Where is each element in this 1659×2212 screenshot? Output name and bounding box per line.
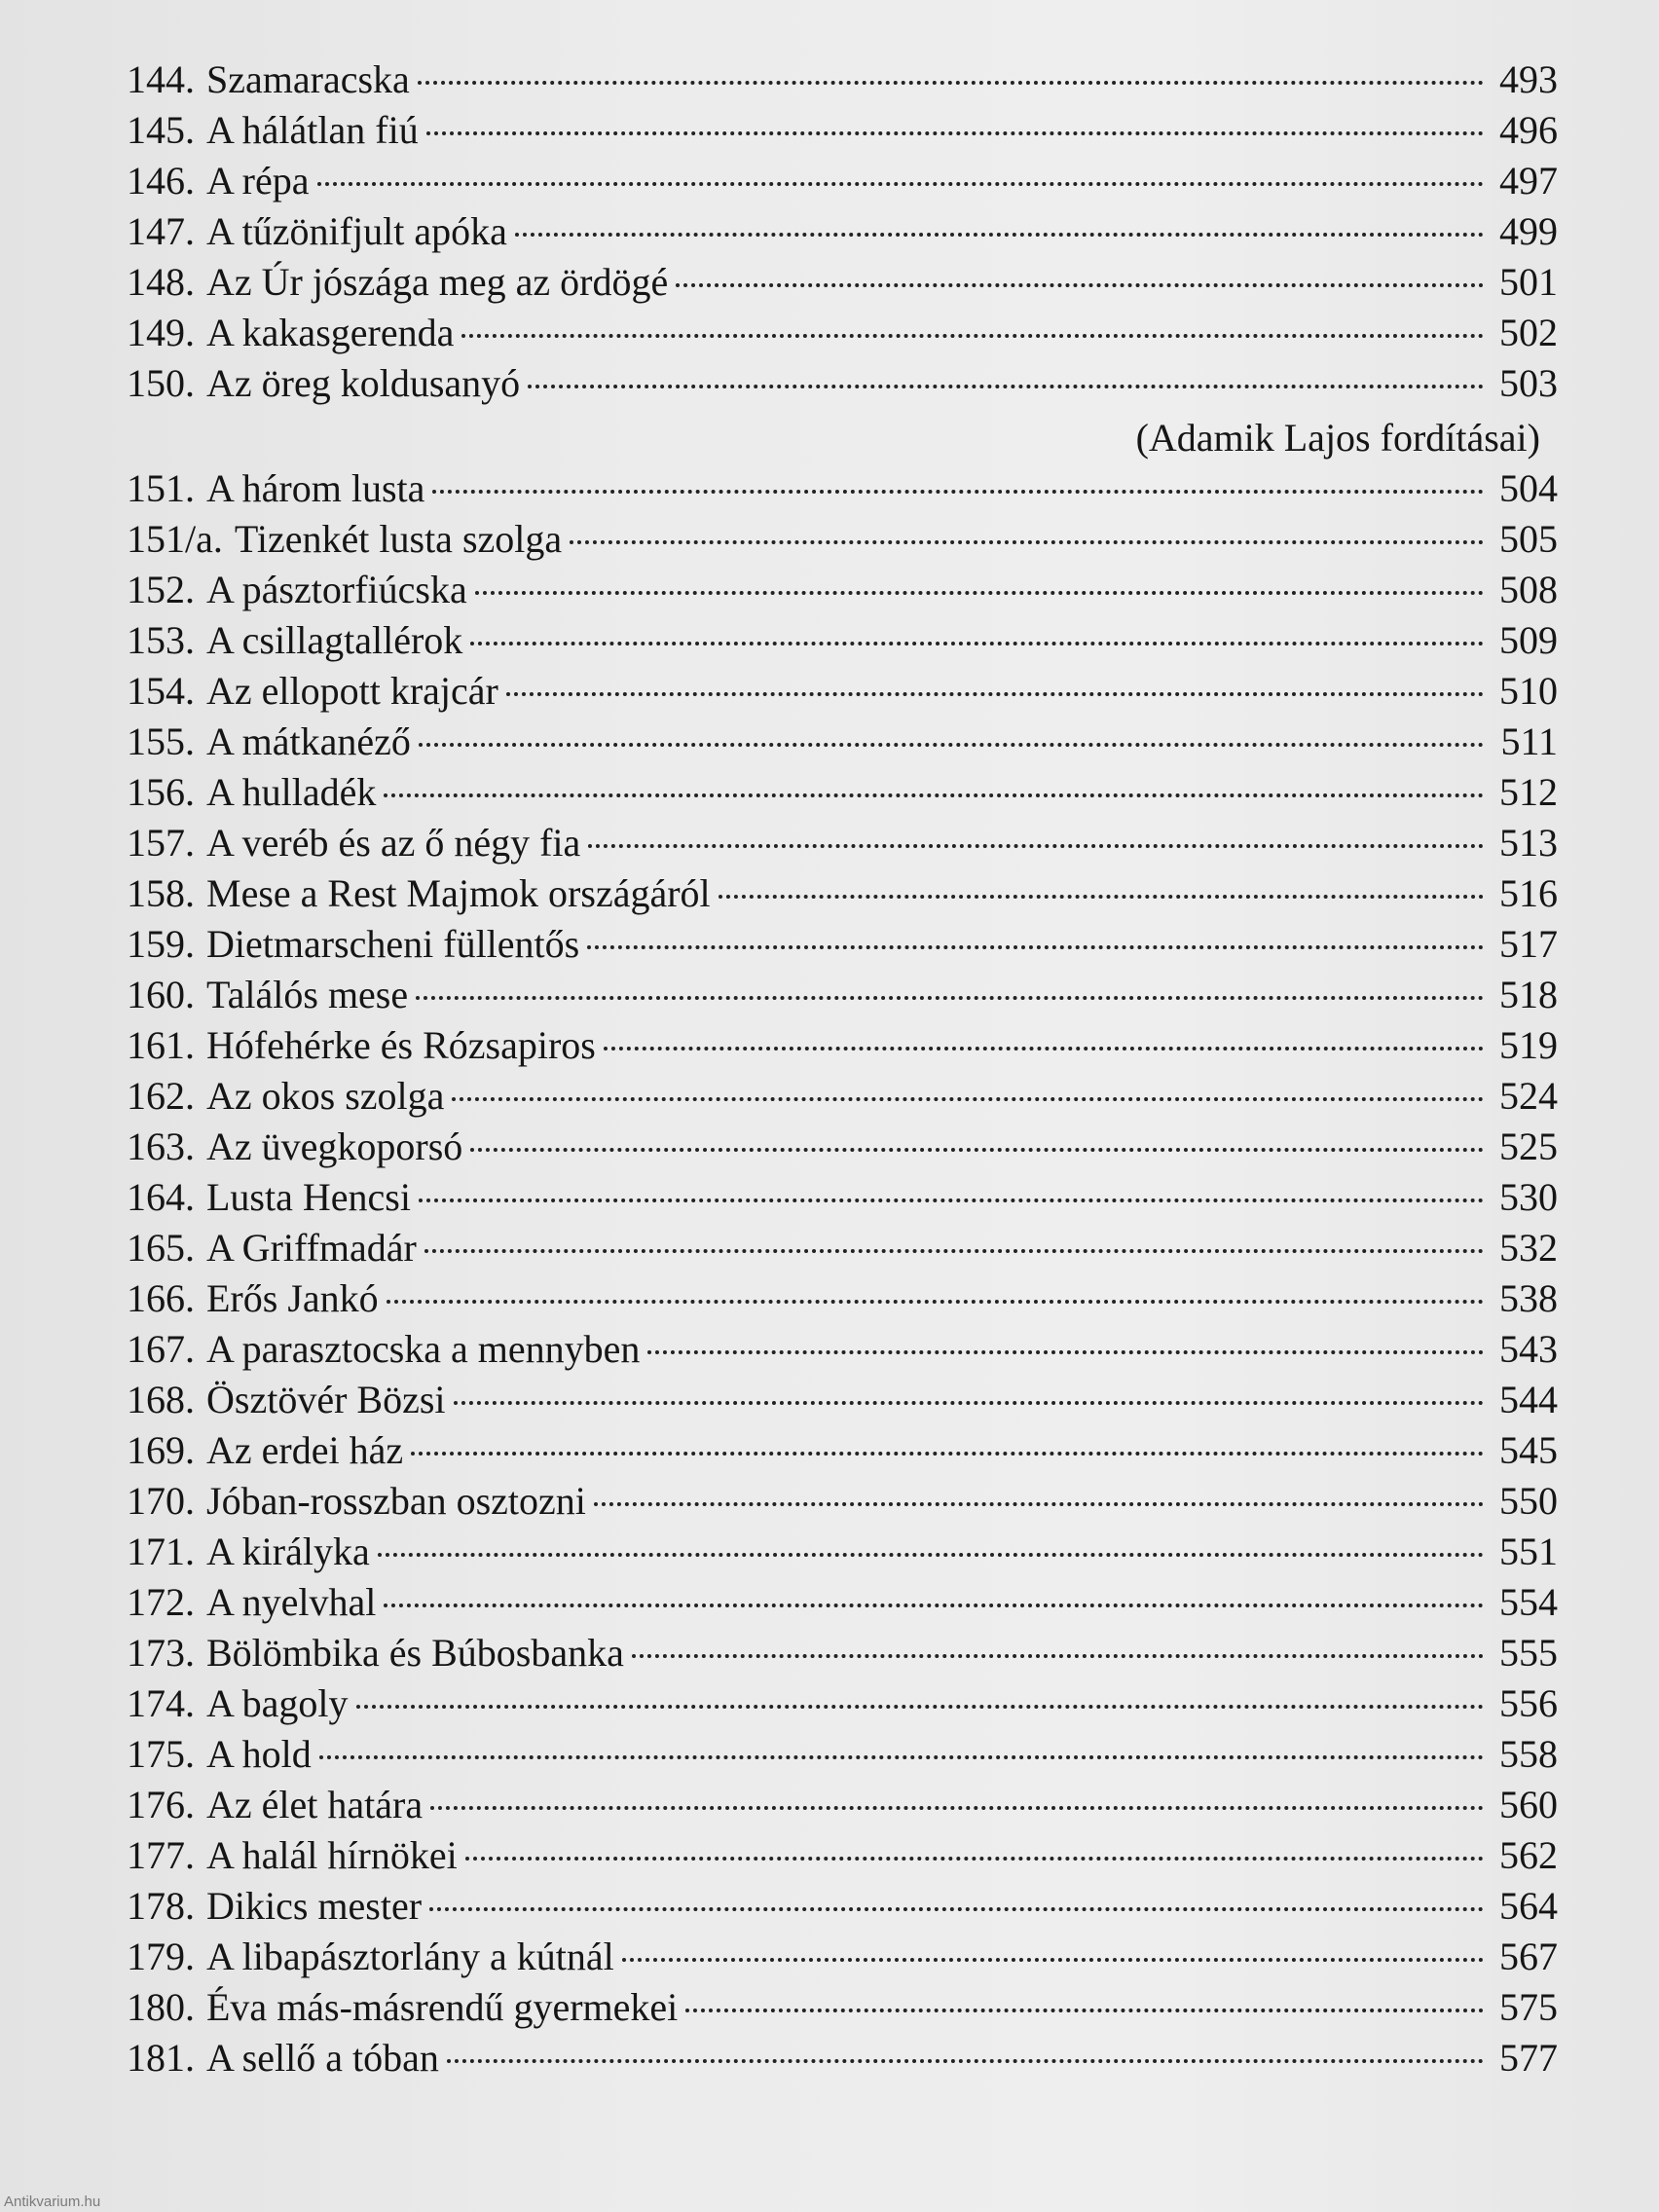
dot-leader	[429, 1907, 1484, 1911]
toc-entry	[127, 1680, 1558, 1731]
entry-number: 147.	[127, 209, 195, 253]
entry-number: 170.	[127, 1479, 195, 1523]
toc-entry	[127, 360, 1558, 411]
toc-group-a	[127, 56, 1558, 411]
entry-title: Az erdei ház	[206, 1428, 404, 1472]
entry-page-number: 525	[1499, 1124, 1558, 1168]
dot-leader	[594, 1502, 1484, 1506]
entry-number: 175.	[127, 1732, 195, 1776]
entry-title: A répa	[206, 159, 310, 203]
entry-title: A pásztorfiúcska	[206, 568, 467, 611]
entry-page-number: 544	[1499, 1378, 1558, 1421]
dot-leader	[506, 692, 1484, 696]
entry-page-number: 575	[1499, 1985, 1558, 2029]
entry-title: Találós mese	[206, 973, 409, 1016]
entry-title: Ösztövér Bözsi	[206, 1378, 446, 1421]
dot-leader	[676, 283, 1484, 287]
dot-leader	[317, 182, 1484, 186]
entry-title: Mese a Rest Majmok országáról	[206, 871, 711, 915]
toc-entry	[127, 1630, 1558, 1680]
dot-leader	[588, 844, 1484, 848]
toc-entry	[127, 310, 1558, 360]
entry-page-number: 530	[1499, 1175, 1558, 1219]
entry-number: 172.	[127, 1580, 195, 1624]
dot-leader	[419, 1198, 1484, 1202]
entry-title: Az ellopott krajcár	[206, 669, 498, 713]
dot-leader	[356, 1705, 1484, 1709]
toc-entry	[127, 56, 1558, 107]
entry-number: 148.	[127, 260, 195, 304]
entry-number: 153.	[127, 618, 195, 662]
entry-page-number: 554	[1499, 1580, 1558, 1624]
entry-title: A parasztocska a mennyben	[206, 1327, 641, 1371]
entry-number: 163.	[127, 1124, 195, 1168]
entry-number: 173.	[127, 1631, 195, 1675]
entry-title: A nyelvhal	[206, 1580, 377, 1624]
entry-page-number: 502	[1499, 311, 1558, 354]
dot-leader	[719, 895, 1484, 899]
entry-page-number: 555	[1499, 1631, 1558, 1675]
toc-entry	[127, 1832, 1558, 1883]
entry-page-number: 545	[1499, 1428, 1558, 1472]
entry-page-number: 538	[1499, 1276, 1558, 1320]
toc-entry	[127, 719, 1558, 769]
entry-title: A kakasgerenda	[206, 311, 455, 354]
toc-entry	[127, 1782, 1558, 1832]
entry-number: 145.	[127, 108, 195, 152]
entry-page-number: 564	[1499, 1884, 1558, 1928]
toc-entry	[127, 567, 1558, 617]
entry-number: 149.	[127, 311, 195, 354]
entry-page-number: 543	[1499, 1327, 1558, 1371]
entry-number: 177.	[127, 1833, 195, 1877]
dot-leader	[475, 591, 1484, 595]
entry-page-number: 512	[1499, 770, 1558, 814]
toc-entry	[127, 617, 1558, 668]
entry-title: A Griffmadár	[206, 1226, 417, 1270]
dot-leader	[685, 2009, 1484, 2012]
entry-page-number: 505	[1499, 517, 1558, 561]
dot-leader	[632, 1654, 1484, 1658]
entry-title: Jóban-rosszban osztozni	[206, 1479, 586, 1523]
entry-title: Dietmarscheni füllentős	[206, 922, 580, 966]
entry-title: Az okos szolga	[206, 1074, 445, 1118]
entry-number: 151.	[127, 466, 195, 510]
entry-title: Tizenkét lusta szolga	[234, 517, 563, 561]
entry-number: 150.	[127, 361, 195, 405]
dot-leader	[387, 1300, 1484, 1304]
toc-entry	[127, 1427, 1558, 1478]
toc-entry	[127, 1326, 1558, 1377]
toc-entry	[127, 972, 1558, 1022]
entry-page-number: 503	[1499, 361, 1558, 405]
entry-title: A veréb és az ő négy fia	[206, 821, 581, 865]
entry-number: 155.	[127, 719, 195, 763]
entry-number: 146.	[127, 159, 195, 203]
toc-entry	[127, 1731, 1558, 1782]
entry-page-number: 496	[1499, 108, 1558, 152]
entry-page-number: 497	[1499, 159, 1558, 203]
entry-title: Dikics mester	[206, 1884, 423, 1928]
entry-number: 169.	[127, 1428, 195, 1472]
entry-page-number: 519	[1499, 1023, 1558, 1067]
dot-leader	[470, 1148, 1484, 1152]
dot-leader	[411, 1452, 1484, 1456]
entry-number: 161.	[127, 1023, 195, 1067]
entry-number: 162.	[127, 1074, 195, 1118]
entry-page-number: 551	[1499, 1530, 1558, 1573]
toc-entry	[127, 465, 1558, 516]
entry-page-number: 558	[1499, 1732, 1558, 1776]
entry-page-number: 524	[1499, 1074, 1558, 1118]
entry-title: A királyka	[206, 1530, 370, 1573]
entry-title: Éva más-másrendű gyermekei	[206, 1985, 679, 2029]
entry-number: 167.	[127, 1327, 195, 1371]
entry-page-number: 508	[1499, 568, 1558, 611]
toc-entry	[127, 1529, 1558, 1579]
dot-leader	[418, 81, 1484, 85]
toc-entry	[127, 870, 1558, 921]
dot-leader	[587, 945, 1484, 949]
toc-entry	[127, 1225, 1558, 1275]
entry-title: Hófehérke és Rózsapiros	[206, 1023, 596, 1067]
entry-page-number: 518	[1499, 973, 1558, 1016]
dot-leader	[378, 1553, 1484, 1557]
entry-title: Erős Jankó	[206, 1276, 379, 1320]
toc-entry	[127, 259, 1558, 310]
entry-number: 159.	[127, 922, 195, 966]
dot-leader	[470, 642, 1484, 645]
entry-title: Lusta Hencsi	[206, 1175, 411, 1219]
toc-entry	[127, 1579, 1558, 1630]
entry-number: 144.	[127, 57, 195, 101]
toc-entry	[127, 769, 1558, 820]
translator-credit: (Adamik Lajos fordításai)	[1135, 416, 1540, 460]
entry-title: A hold	[206, 1732, 312, 1776]
dot-leader	[447, 2059, 1484, 2063]
entry-title: A bagoly	[206, 1681, 349, 1725]
entry-page-number: 577	[1499, 2036, 1558, 2080]
dot-leader	[430, 1806, 1484, 1810]
dot-leader	[647, 1350, 1484, 1354]
entry-title: A mátkanéző	[206, 719, 411, 763]
table-of-contents	[127, 56, 1558, 2085]
entry-number: 166.	[127, 1276, 195, 1320]
entry-number: 171.	[127, 1530, 195, 1573]
dot-leader	[461, 334, 1484, 338]
entry-title: A három lusta	[206, 466, 425, 510]
toc-entry	[127, 107, 1558, 158]
toc-entry	[127, 516, 1558, 567]
toc-entry	[127, 1377, 1558, 1427]
toc-entry	[127, 2035, 1558, 2085]
toc-entry	[127, 1174, 1558, 1225]
entry-page-number: 516	[1499, 871, 1558, 915]
toc-entry	[127, 668, 1558, 719]
dot-leader	[384, 1604, 1484, 1607]
entry-title: A sellő a tóban	[206, 2036, 439, 2080]
entry-number: 176.	[127, 1783, 195, 1826]
toc-entry	[127, 1934, 1558, 1984]
dot-leader	[604, 1047, 1484, 1051]
dot-leader	[432, 490, 1484, 494]
dot-leader	[622, 1958, 1484, 1962]
entry-number: 178.	[127, 1884, 195, 1928]
entry-number: 180.	[127, 1985, 195, 2029]
dot-leader	[416, 996, 1484, 1000]
watermark: Antikvarium.hu	[4, 2194, 101, 2210]
dot-leader	[424, 1249, 1484, 1253]
dot-leader	[465, 1857, 1484, 1861]
toc-entry	[127, 208, 1558, 259]
entry-number: 181.	[127, 2036, 195, 2080]
toc-entry	[127, 1883, 1558, 1934]
entry-title: A halál hírnökei	[206, 1833, 458, 1877]
entry-page-number: 511	[1500, 719, 1558, 763]
dot-leader	[570, 540, 1484, 544]
entry-page-number: 493	[1499, 57, 1558, 101]
dot-leader	[319, 1755, 1484, 1759]
dot-leader	[515, 233, 1484, 237]
entry-number: 157.	[127, 821, 195, 865]
entry-number: 158.	[127, 871, 195, 915]
entry-number: 174.	[127, 1681, 195, 1725]
dot-leader	[384, 793, 1484, 797]
toc-entry	[127, 158, 1558, 208]
dot-leader	[419, 743, 1484, 747]
dot-leader	[452, 1097, 1484, 1101]
entry-title: Az Úr jószága meg az ördögé	[206, 260, 669, 304]
entry-title: Az üvegkoporsó	[206, 1124, 463, 1168]
toc-entry	[127, 1984, 1558, 2035]
dot-leader	[528, 385, 1484, 388]
entry-number: 164.	[127, 1175, 195, 1219]
entry-page-number: 513	[1499, 821, 1558, 865]
entry-page-number: 562	[1499, 1833, 1558, 1877]
entry-number: 156.	[127, 770, 195, 814]
toc-entry	[127, 820, 1558, 870]
entry-page-number: 509	[1499, 618, 1558, 662]
entry-title: A csillagtallérok	[206, 618, 463, 662]
entry-number: 151/a.	[127, 517, 223, 561]
entry-title: Az élet határa	[206, 1783, 424, 1826]
toc-entry	[127, 1478, 1558, 1529]
entry-number: 168.	[127, 1378, 195, 1421]
entry-title: Az öreg koldusanyó	[206, 361, 521, 405]
toc-entry	[127, 1022, 1558, 1073]
entry-page-number: 504	[1499, 466, 1558, 510]
toc-entry	[127, 1073, 1558, 1124]
entry-page-number: 567	[1499, 1935, 1558, 1978]
entry-page-number: 550	[1499, 1479, 1558, 1523]
toc-group-b	[127, 465, 1558, 2085]
entry-number: 152.	[127, 568, 195, 611]
entry-page-number: 501	[1499, 260, 1558, 304]
entry-title: A libapásztorlány a kútnál	[206, 1935, 614, 1978]
entry-page-number: 532	[1499, 1226, 1558, 1270]
entry-number: 165.	[127, 1226, 195, 1270]
entry-number: 160.	[127, 973, 195, 1016]
entry-page-number: 510	[1499, 669, 1558, 713]
entry-title: A tűzönifjult apóka	[206, 209, 507, 253]
toc-entry	[127, 1275, 1558, 1326]
entry-number: 179.	[127, 1935, 195, 1978]
entry-page-number: 499	[1499, 209, 1558, 253]
entry-title: A hulladék	[206, 770, 377, 814]
entry-page-number: 517	[1499, 922, 1558, 966]
entry-title: Bölömbika és Búbosbanka	[206, 1631, 624, 1675]
entry-title: A hálátlan fiú	[206, 108, 419, 152]
entry-page-number: 556	[1499, 1681, 1558, 1725]
dot-leader	[426, 131, 1484, 135]
entry-title: Szamaracska	[206, 57, 410, 101]
toc-entry	[127, 921, 1558, 972]
toc-entry	[127, 1124, 1558, 1174]
entry-number: 154.	[127, 669, 195, 713]
entry-page-number: 560	[1499, 1783, 1558, 1826]
dot-leader	[454, 1401, 1484, 1405]
